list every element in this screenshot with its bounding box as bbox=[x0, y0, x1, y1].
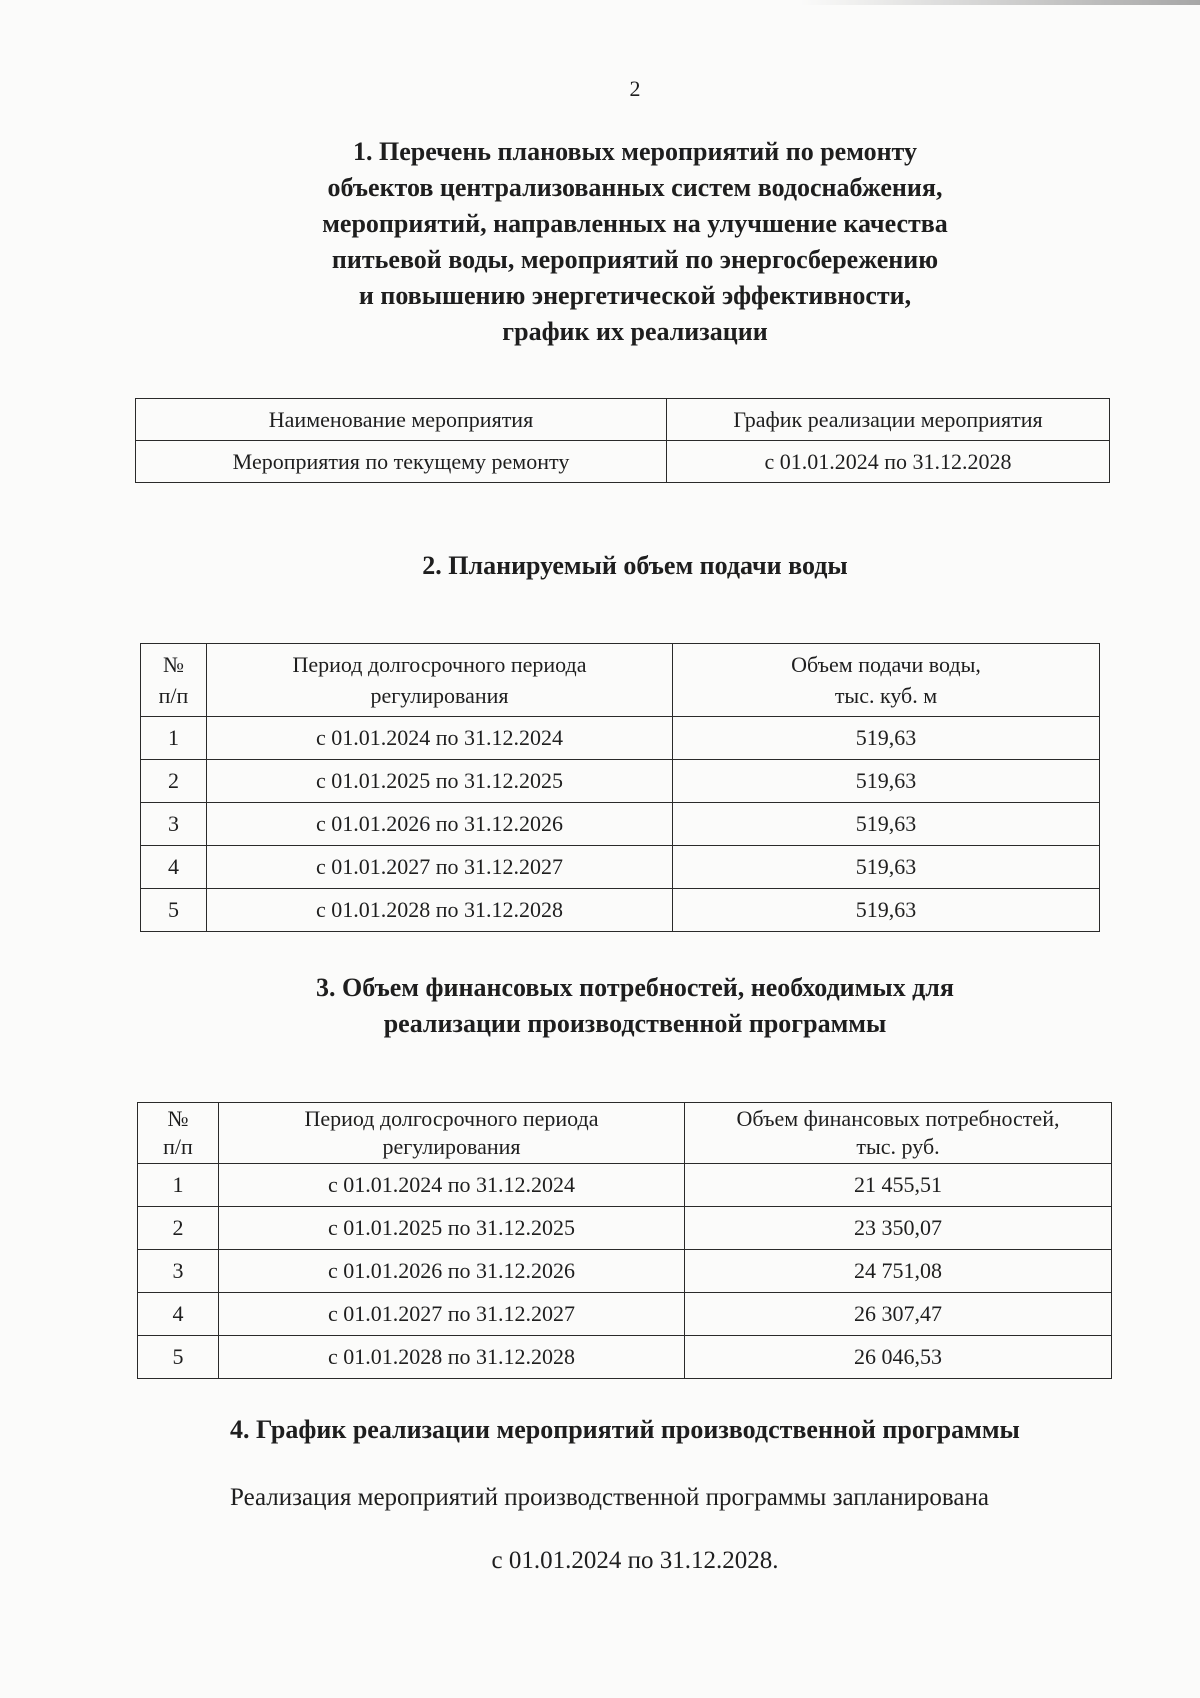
cell-number: 2 bbox=[138, 1207, 219, 1250]
cell-number: 2 bbox=[141, 760, 207, 803]
cell-period: с 01.01.2025 по 31.12.2025 bbox=[219, 1207, 685, 1250]
cell-financial-needs: 24 751,08 bbox=[685, 1250, 1112, 1293]
table-row bbox=[138, 1250, 1112, 1293]
header-number bbox=[138, 1103, 219, 1164]
cell-water-volume: 519,63 bbox=[673, 846, 1100, 889]
page-number: 2 bbox=[629, 76, 641, 101]
table-row bbox=[141, 889, 1100, 932]
cell-water-volume: 519,63 bbox=[673, 889, 1100, 932]
section-2-title bbox=[0, 548, 1200, 584]
section-3-title bbox=[0, 970, 1200, 1042]
schedule-paragraph-line-1: Реализация мероприятий производственной программы запланирована bbox=[230, 1484, 989, 1511]
cell-financial-needs: 26 307,47 bbox=[685, 1293, 1112, 1336]
cell-activity-schedule: с 01.01.2024 по 31.12.2028 bbox=[667, 441, 1110, 483]
section-1-title-line: и повышению энергетической эффективности, bbox=[358, 281, 912, 310]
table-row bbox=[136, 441, 1110, 483]
header-financial-needs-line: тыс. руб. bbox=[856, 1134, 940, 1159]
table-row bbox=[138, 1207, 1112, 1250]
header-period-line: регулирования bbox=[382, 1134, 521, 1159]
cell-water-volume: 519,63 bbox=[673, 717, 1100, 760]
header-water-volume-line: тыс. куб. м bbox=[834, 683, 938, 708]
section-3-title-line: реализации производственной программы bbox=[383, 1009, 887, 1038]
cell-period: с 01.01.2028 по 31.12.2028 bbox=[207, 889, 673, 932]
financial-needs-table bbox=[137, 1102, 1112, 1379]
table-row bbox=[141, 846, 1100, 889]
section-1-title-line: питьевой воды, мероприятий по энергосбережению bbox=[331, 245, 939, 274]
cell-financial-needs: 23 350,07 bbox=[685, 1207, 1112, 1250]
cell-period: с 01.01.2024 по 31.12.2024 bbox=[207, 717, 673, 760]
cell-period: с 01.01.2026 по 31.12.2026 bbox=[219, 1250, 685, 1293]
header-number-line: № bbox=[167, 1106, 189, 1131]
header-activity-name: Наименование мероприятия bbox=[136, 399, 667, 441]
header-financial-needs-line: Объем финансовых потребностей, bbox=[736, 1106, 1060, 1131]
section-3-title-line: 3. Объем финансовых потребностей, необходимых для bbox=[316, 973, 954, 1002]
cell-water-volume: 519,63 bbox=[673, 803, 1100, 846]
header-number-line: № bbox=[163, 652, 184, 677]
header-number bbox=[141, 644, 207, 717]
table-row bbox=[141, 760, 1100, 803]
header-water-volume-line: Объем подачи воды, bbox=[791, 652, 981, 677]
header-period bbox=[207, 644, 673, 717]
section-4-title: 4. График реализации мероприятий производственной программы bbox=[230, 1415, 1020, 1444]
cell-period: с 01.01.2028 по 31.12.2028 bbox=[219, 1336, 685, 1379]
table-header-row bbox=[141, 644, 1100, 717]
table-row bbox=[138, 1164, 1112, 1207]
table-row bbox=[138, 1336, 1112, 1379]
section-1-title bbox=[0, 134, 1200, 350]
table-row bbox=[141, 717, 1100, 760]
cell-financial-needs: 26 046,53 bbox=[685, 1336, 1112, 1379]
section-1-title-line: график их реализации bbox=[502, 317, 768, 346]
table-header-row bbox=[138, 1103, 1112, 1164]
table-row bbox=[138, 1293, 1112, 1336]
cell-financial-needs: 21 455,51 bbox=[685, 1164, 1112, 1207]
section-1-title-line: объектов централизованных систем водоснабжения, bbox=[327, 173, 943, 202]
cell-number: 5 bbox=[138, 1336, 219, 1379]
activities-table bbox=[135, 398, 1110, 483]
header-period-line: Период долгосрочного периода bbox=[292, 652, 587, 677]
cell-number: 1 bbox=[141, 717, 207, 760]
header-water-volume bbox=[673, 644, 1100, 717]
cell-activity-name: Мероприятия по текущему ремонту bbox=[136, 441, 667, 483]
section-2-title-line: 2. Планируемый объем подачи воды bbox=[422, 551, 848, 580]
water-supply-table bbox=[140, 643, 1100, 932]
header-period-line: Период долгосрочного периода bbox=[304, 1106, 599, 1131]
cell-water-volume: 519,63 bbox=[673, 760, 1100, 803]
header-period-line: регулирования bbox=[370, 683, 509, 708]
cell-period: с 01.01.2027 по 31.12.2027 bbox=[219, 1293, 685, 1336]
cell-number: 4 bbox=[138, 1293, 219, 1336]
cell-number: 1 bbox=[138, 1164, 219, 1207]
header-activity-schedule: График реализации мероприятия bbox=[667, 399, 1110, 441]
schedule-paragraph-line-2: с 01.01.2024 по 31.12.2028. bbox=[491, 1547, 779, 1574]
cell-number: 3 bbox=[141, 803, 207, 846]
header-period bbox=[219, 1103, 685, 1164]
cell-number: 3 bbox=[138, 1250, 219, 1293]
cell-period: с 01.01.2025 по 31.12.2025 bbox=[207, 760, 673, 803]
table-header-row bbox=[136, 399, 1110, 441]
cell-number: 5 bbox=[141, 889, 207, 932]
header-number-line: п/п bbox=[163, 1134, 193, 1159]
section-1-title-line: 1. Перечень плановых мероприятий по ремонту bbox=[353, 137, 917, 166]
scan-edge-shadow bbox=[800, 0, 1200, 5]
section-1-title-line: мероприятий, направленных на улучшение качества bbox=[322, 209, 948, 238]
cell-period: с 01.01.2026 по 31.12.2026 bbox=[207, 803, 673, 846]
header-financial-needs bbox=[685, 1103, 1112, 1164]
cell-period: с 01.01.2024 по 31.12.2024 bbox=[219, 1164, 685, 1207]
cell-number: 4 bbox=[141, 846, 207, 889]
table-row bbox=[141, 803, 1100, 846]
header-number-line: п/п bbox=[158, 683, 189, 708]
cell-period: с 01.01.2027 по 31.12.2027 bbox=[207, 846, 673, 889]
